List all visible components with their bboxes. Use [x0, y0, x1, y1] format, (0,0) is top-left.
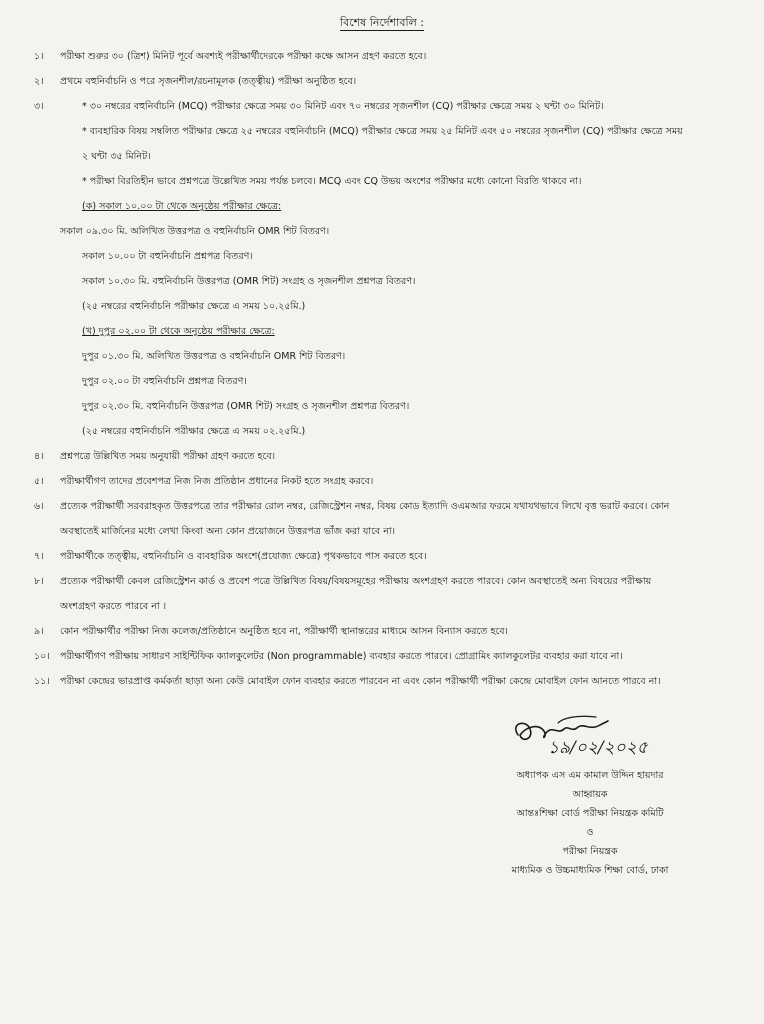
list-item: [34, 544, 744, 569]
item-text: * ব্যবহারিক বিষয় সম্বলিত পরীক্ষার ক্ষেত্রে ২৫ নম্বরের বহুনির্বাচনি (MCQ) পরীক্ষার ক্ষেত্রে সময় ২৫ মিনিট এবং ৫০ নম্বরের সৃজনশীল (CQ) পরীক্ষার ক্ষেত্রে সময়: [82, 126, 683, 137]
item-number: ১০।: [34, 651, 50, 662]
list-item: [34, 444, 744, 469]
item-text: অংশগ্রহণ করতে পারবে না ।: [60, 601, 167, 612]
item-number: ৬।: [34, 501, 44, 512]
title-text: বিশেষ নির্দেশাবলি :: [339, 16, 425, 29]
item-text: (২৫ নম্বরের বহুনির্বাচনি পরীক্ষার ক্ষেত্রে এ সময় ০২.২৫মি.): [82, 426, 306, 437]
list-item: [34, 669, 744, 694]
list-item: [34, 94, 744, 444]
item-number: ৫।: [34, 476, 44, 487]
item-text: * পরীক্ষা বিরতিহীন ভাবে প্রশ্নপত্রে উল্লেখিত সময় পর্যন্ত চলবে। MCQ এবং CQ উভয় অংশের পরীক্ষার মধ্যে কোনো বিরতি থাকবে না।: [82, 176, 582, 187]
item-text: সকাল ১০.৩০ মি. বহুনির্বাচনি উত্তরপত্র (OMR শিট) সংগ্রহ ও সৃজনশীল প্রশ্নপত্র বিতরণ।: [82, 276, 416, 287]
list-item: [34, 69, 744, 94]
signatory-name: অধ্যাপক এস এম কামাল উদ্দিন হায়দার: [516, 770, 664, 781]
item-text: সকাল ১০.০০ টা বহুনির্বাচনি প্রশ্নপত্র বিতরণ।: [82, 251, 253, 262]
item-number: ৩।: [34, 101, 44, 112]
instructions-list: [34, 44, 744, 694]
item-text: দুপুর ০২.০০ টা বহুনির্বাচনি প্রশ্নপত্র বিতরণ।: [82, 376, 247, 387]
item-text: পরীক্ষা কেন্দ্রের ভারপ্রাপ্ত কর্মকর্তা ছাড়া অন্য কেউ মোবাইল ফোন ব্যবহার করতে পারবেন না এবং কোন পরীক্ষার্থী পরীক্ষা কেন্দ্রে মোবাইল ফোন আনতে পারবে না।: [60, 676, 661, 687]
item-number: ১।: [34, 51, 44, 62]
signatory-role: আহ্বায়ক: [572, 789, 608, 800]
list-item: [34, 644, 744, 669]
item-text: ২ ঘন্টা ৩৫ মিনিট।: [82, 151, 151, 162]
item-text: পরীক্ষার্থীগণ তাদের প্রবেশপত্র নিজ নিজ প্রতিষ্ঠান প্রধানের নিকট হতে সংগ্রহ করবে।: [60, 476, 374, 487]
item-text: দুপুর ০১.৩০ মি. অলিখিত উত্তরপত্র ও বহুনির্বাচনি OMR শিট বিতরণ।: [82, 351, 346, 362]
list-item: [34, 494, 744, 544]
signatory-title: পরীক্ষা নিয়ন্ত্রক: [562, 846, 618, 857]
schedule-heading-afternoon: (খ) দুপুর ০২.০০ টা থেকে অনুষ্ঠেয় পরীক্ষার ক্ষেত্রে:: [82, 326, 275, 337]
item-number: ২।: [34, 76, 44, 87]
signatory-block: [455, 766, 725, 880]
schedule-heading-morning: (ক) সকাল ১০.০০ টা থেকে অনুষ্ঠেয় পরীক্ষার ক্ষেত্রে:: [82, 201, 282, 212]
list-item: [34, 569, 744, 619]
item-text: অবস্থাতেই মার্জিনের মধ্যে লেখা কিংবা অন্য কোন প্রয়োজনে উত্তরপত্র ভাঁজ করা যাবে না।: [60, 526, 396, 537]
item-number: ১১।: [34, 676, 50, 687]
board-name: মাধ্যমিক ও উচ্চমাধ্যমিক শিক্ষা বোর্ড, ঢাকা: [511, 865, 669, 876]
item-number: ৯।: [34, 626, 44, 637]
item-text: পরীক্ষার্থীকে তত্ত্বীয়, বহুনির্বাচনি ও ব্যবহারিক অংশে(প্রযোজ্য ক্ষেত্রে) পৃথকভাবে পাস করতে হবে।: [60, 551, 427, 562]
item-number: ৭।: [34, 551, 44, 562]
item-number: ৮।: [34, 576, 44, 587]
signature-date: ১৯/০২/২০২৫: [548, 738, 648, 758]
item-text: সকাল ০৯.৩০ মি. অলিখিত উত্তরপত্র ও বহুনির্বাচনি OMR শিট বিতরণ।: [60, 226, 330, 237]
item-text: পরীক্ষা শুরুর ৩০ (ত্রিশ) মিনিট পূর্বে অবশ্যই পরীক্ষার্থীদেরকে পরীক্ষা কক্ষে আসন গ্রহণ করতে হবে।: [60, 51, 427, 62]
item-text: প্রথমে বহুনির্বাচনি ও পরে সৃজনশীল/রচনামূলক (তত্ত্বীয়) পরীক্ষা অনুষ্ঠিত হবে।: [60, 76, 357, 87]
list-item: [34, 469, 744, 494]
item-text: কোন পরীক্ষার্থীর পরীক্ষা নিজ কলেজ/প্রতিষ্ঠানে অনুষ্ঠিত হবে না, পরীক্ষার্থী স্থানান্তরের মাধ্যমে আসন বিন্যাস করতে হবে।: [60, 626, 508, 637]
item-text: দুপুর ০২.৩০ মি. বহুনির্বাচনি উত্তরপত্র (OMR শিট) সংগ্রহ ও সৃজনশীল প্রশ্নপত্র বিতরণ।: [82, 401, 410, 412]
item-text: (২৫ নম্বরের বহুনির্বাচনি পরীক্ষার ক্ষেত্রে এ সময় ১০.২৫মি.): [82, 301, 306, 312]
list-item: [34, 44, 744, 69]
document-title: [0, 14, 764, 33]
item-text: * ৩০ নম্বরের বহুনির্বাচনি (MCQ) পরীক্ষার ক্ষেত্রে সময় ৩০ মিনিট এবং ৭০ নম্বরের সৃজনশীল (CQ) পরীক্ষার ক্ষেত্রে সময় ২ ঘন্টা ৩০ মিনিট।: [82, 101, 604, 112]
item-text: প্রশ্নপত্রে উল্লিখিত সময় অনুযায়ী পরীক্ষা গ্রহণ করতে হবে।: [60, 451, 276, 462]
committee-name: আন্তঃশিক্ষা বোর্ড পরীক্ষা নিয়ন্ত্রক কমিটি: [516, 808, 664, 819]
list-item: [34, 619, 744, 644]
item-text: প্রত্যেক পরীক্ষার্থী কেবল রেজিস্ট্রেশন কার্ড ও প্রবেশ পত্রে উল্লিখিত বিষয়/বিষয়সমূহের পরীক্ষায় অংশগ্রহণ করতে পারবে। কোন অবস্থাতেই অন্য বিষয়ের পরীক্ষায়: [60, 576, 652, 587]
item-text: প্রত্যেক পরীক্ষার্থী সরবরাহকৃত উত্তরপত্রে তার পরীক্ষার রোল নম্বর, রেজিস্ট্রেশন নম্বর, বিষয় কোড ইত্যাদি ওএমআর ফরমে যথাযথভাবে লিখে বৃত্ত ভরাট করবে। কোন: [60, 501, 670, 512]
conjunction: ও: [586, 827, 594, 838]
item-text: পরীক্ষার্থীগণ পরীক্ষায় সাধারণ সাইন্টিফিক ক্যালকুলেটর (Non programmable) ব্যবহার করতে পারবে। প্রোগ্রামিং ক্যালকুলেটর ব্যবহার করা যাবে না।: [60, 651, 623, 662]
item-number: ৪।: [34, 451, 44, 462]
